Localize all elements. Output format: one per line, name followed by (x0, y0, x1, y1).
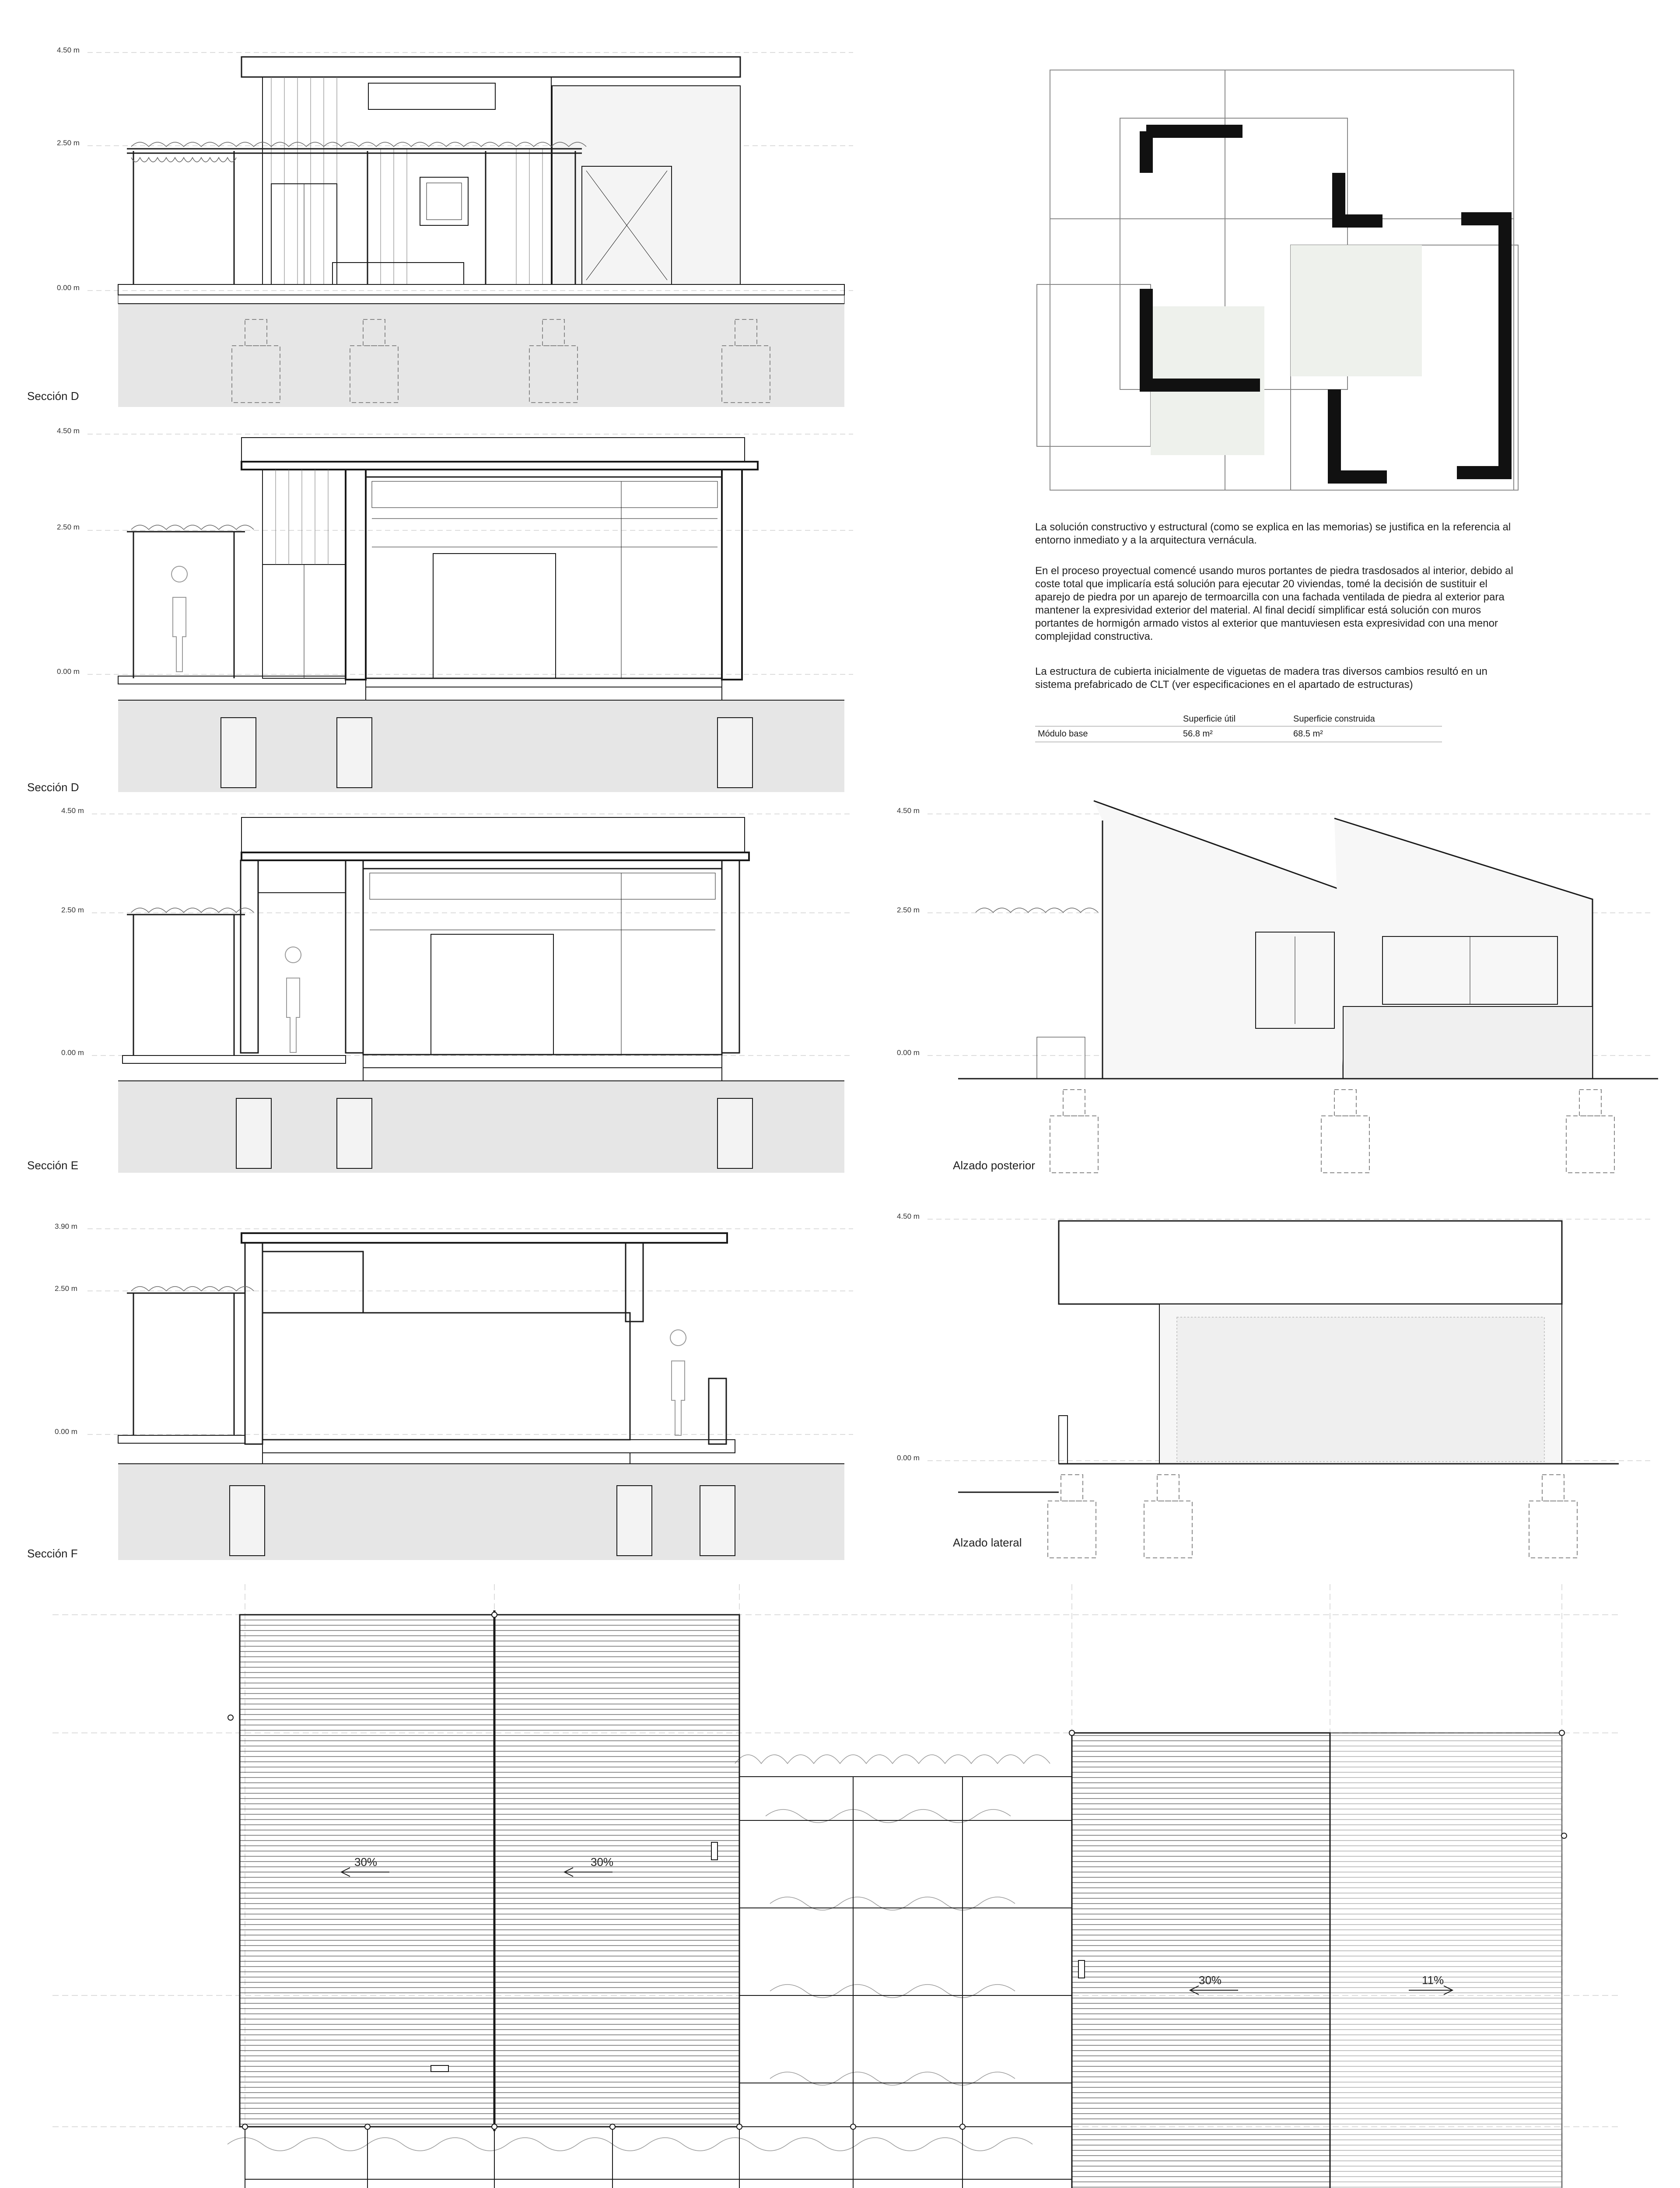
slope-label: 30% (591, 1855, 614, 1869)
paragraph-3: La estructura de cubierta inicialmente de viguetas de madera tras diversos cambios resultó en un sistema prefabricado de CLT (ver especificaciones en el apartado de estructuras) (1035, 666, 1488, 691)
slope-label: 30% (1199, 1974, 1222, 1987)
level-label-450: 4.50 m (61, 806, 84, 815)
level-label-250: 2.50 m (57, 139, 80, 147)
slope-label: 30% (354, 1855, 378, 1869)
level-label-000: 0.00 m (55, 1427, 77, 1436)
table-cell: 56.8 m² (1180, 726, 1291, 742)
level-label-450: 4.50 m (57, 427, 80, 435)
level-label-450: 4.50 m (897, 1212, 920, 1220)
table-cell: 68.5 m² (1291, 726, 1442, 742)
caption-section-f: Sección F (27, 1547, 78, 1560)
table-cell: Módulo base (1035, 726, 1180, 742)
level-label-000: 0.00 m (61, 1048, 84, 1057)
caption-side-elevation: Alzado lateral (953, 1536, 1022, 1549)
level-label-250: 2.50 m (55, 1284, 77, 1293)
slope-label: 11% (1422, 1974, 1444, 1987)
level-label-000: 0.00 m (897, 1454, 920, 1462)
level-label-000: 0.00 m (57, 667, 80, 676)
level-label-390: 3.90 m (55, 1222, 77, 1231)
paragraph-1: La solución constructivo y estructural (como se explica en las memorias) se justifica en la referencia al entorno inmediato y a la arquitectura vernácula. (1035, 521, 1511, 546)
level-label-450: 4.50 m (57, 46, 80, 54)
caption-rear-elevation: Alzado posterior (953, 1159, 1035, 1172)
level-label-250: 2.50 m (57, 523, 80, 531)
level-label-450: 4.50 m (897, 806, 920, 815)
caption-section-d-1: Sección D (27, 389, 79, 403)
level-label-250: 2.50 m (61, 906, 84, 914)
caption-section-e: Sección E (27, 1159, 79, 1172)
level-label-000: 0.00 m (57, 284, 80, 292)
level-label-250: 2.50 m (897, 906, 920, 914)
level-label-000: 0.00 m (897, 1048, 920, 1057)
table-header: Superficie construida (1291, 712, 1442, 726)
caption-section-d-2: Sección D (27, 781, 79, 794)
paragraph-2: En el proceso proyectual comencé usando muros portantes de piedra trasdosados al interior, debido al coste total que implicaría está solución para ejecutar 20 viviendas, tomé la decisión de sustituir el aparejo de piedra por un aparejo de termoarcilla con una fachada ventilada de piedra al exterior para mantener la expresividad exterior del material. Al final decidí simplificar está solución con muros portantes de hormigón armado vistos al exterior que mantuviesen esta expresividad con una menor complejidad constructiva. (1035, 565, 1513, 642)
table-header: Superficie útil (1180, 712, 1291, 726)
